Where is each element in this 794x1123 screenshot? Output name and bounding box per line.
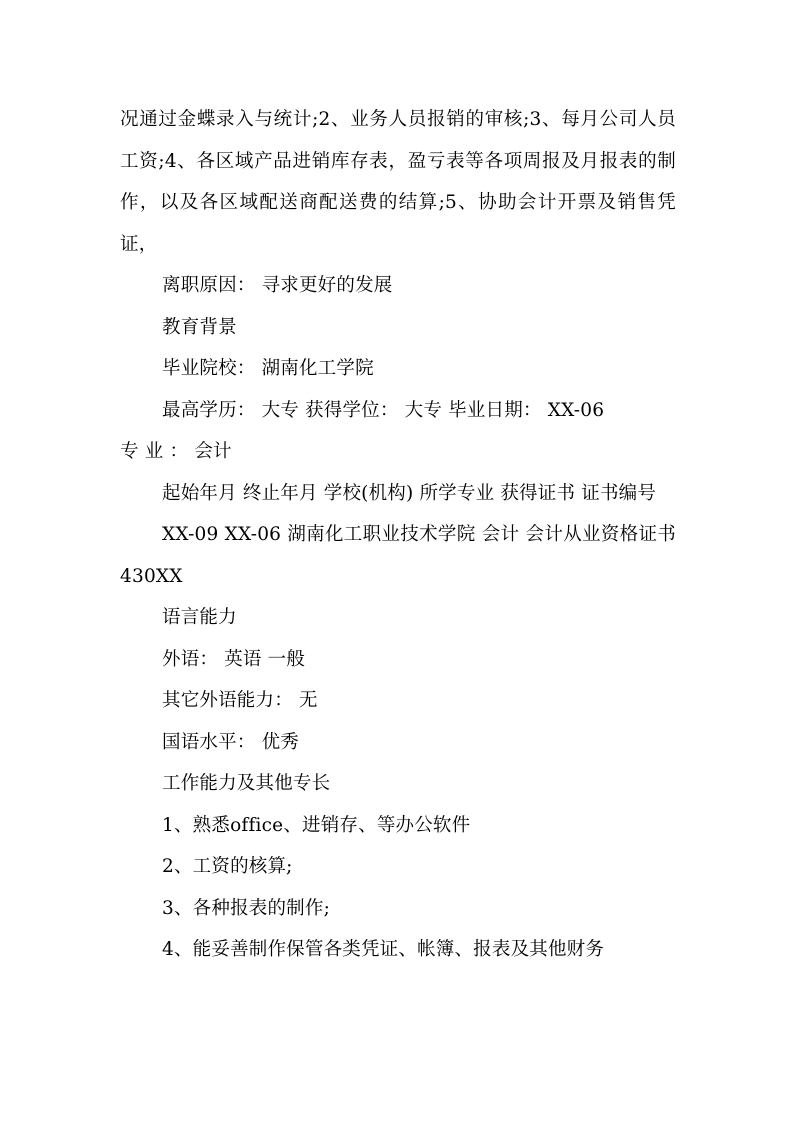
section-heading-education: 教育背景 (162, 316, 237, 338)
list-item-skill-4: 4、能妥善制作保管各类凭证、帐簿、报表及其他财务 (162, 939, 605, 960)
section-heading-language: 语言能力 (162, 607, 237, 628)
section-heading-skills: 工作能力及其他专长 (162, 773, 331, 794)
paragraph-graduate-school: 毕业院校： 湖南化工学院 (162, 358, 374, 379)
paragraph-leave-reason: 离职原因： 寻求更好的发展 (162, 275, 393, 296)
paragraph-mandarin-level: 国语水平： 优秀 (162, 731, 299, 753)
paragraph-education-table-header: 起始年月 终止年月 学校(机构) 所学专业 获得证书 证书编号 (162, 482, 657, 504)
document-body (120, 99, 676, 971)
list-item-skill-3: 3、各种报表的制作; (162, 897, 331, 919)
paragraph-foreign-language: 外语： 英语 一般 (162, 648, 306, 670)
paragraph-other-language: 其它外语能力： 无 (162, 690, 318, 711)
list-item-skill-1: 1、熟悉office、进销存、等办公软件 (162, 814, 471, 836)
paragraph-education-table-row: XX-09 XX-06 湖南化工职业技术学院 会计 会计从业资格证书 430XX (120, 524, 676, 587)
list-item-skill-2: 2、工资的核算; (162, 856, 293, 877)
paragraph-highest-degree: 最高学历： 大专 获得学位： 大专 毕业日期： XX-06 (162, 399, 605, 421)
paragraph-work-duties: 况通过金蝶录入与统计;2、业务人员报销的审核;3、每月公司人员工资;4、各区域产品进销库存表，盈亏表等各项周报及月报表的制作，以及各区域配送商配送费的结算;5、协助会计开票及销售凭证， (120, 109, 676, 255)
paragraph-major: 专 业 ： 会计 (120, 441, 232, 462)
